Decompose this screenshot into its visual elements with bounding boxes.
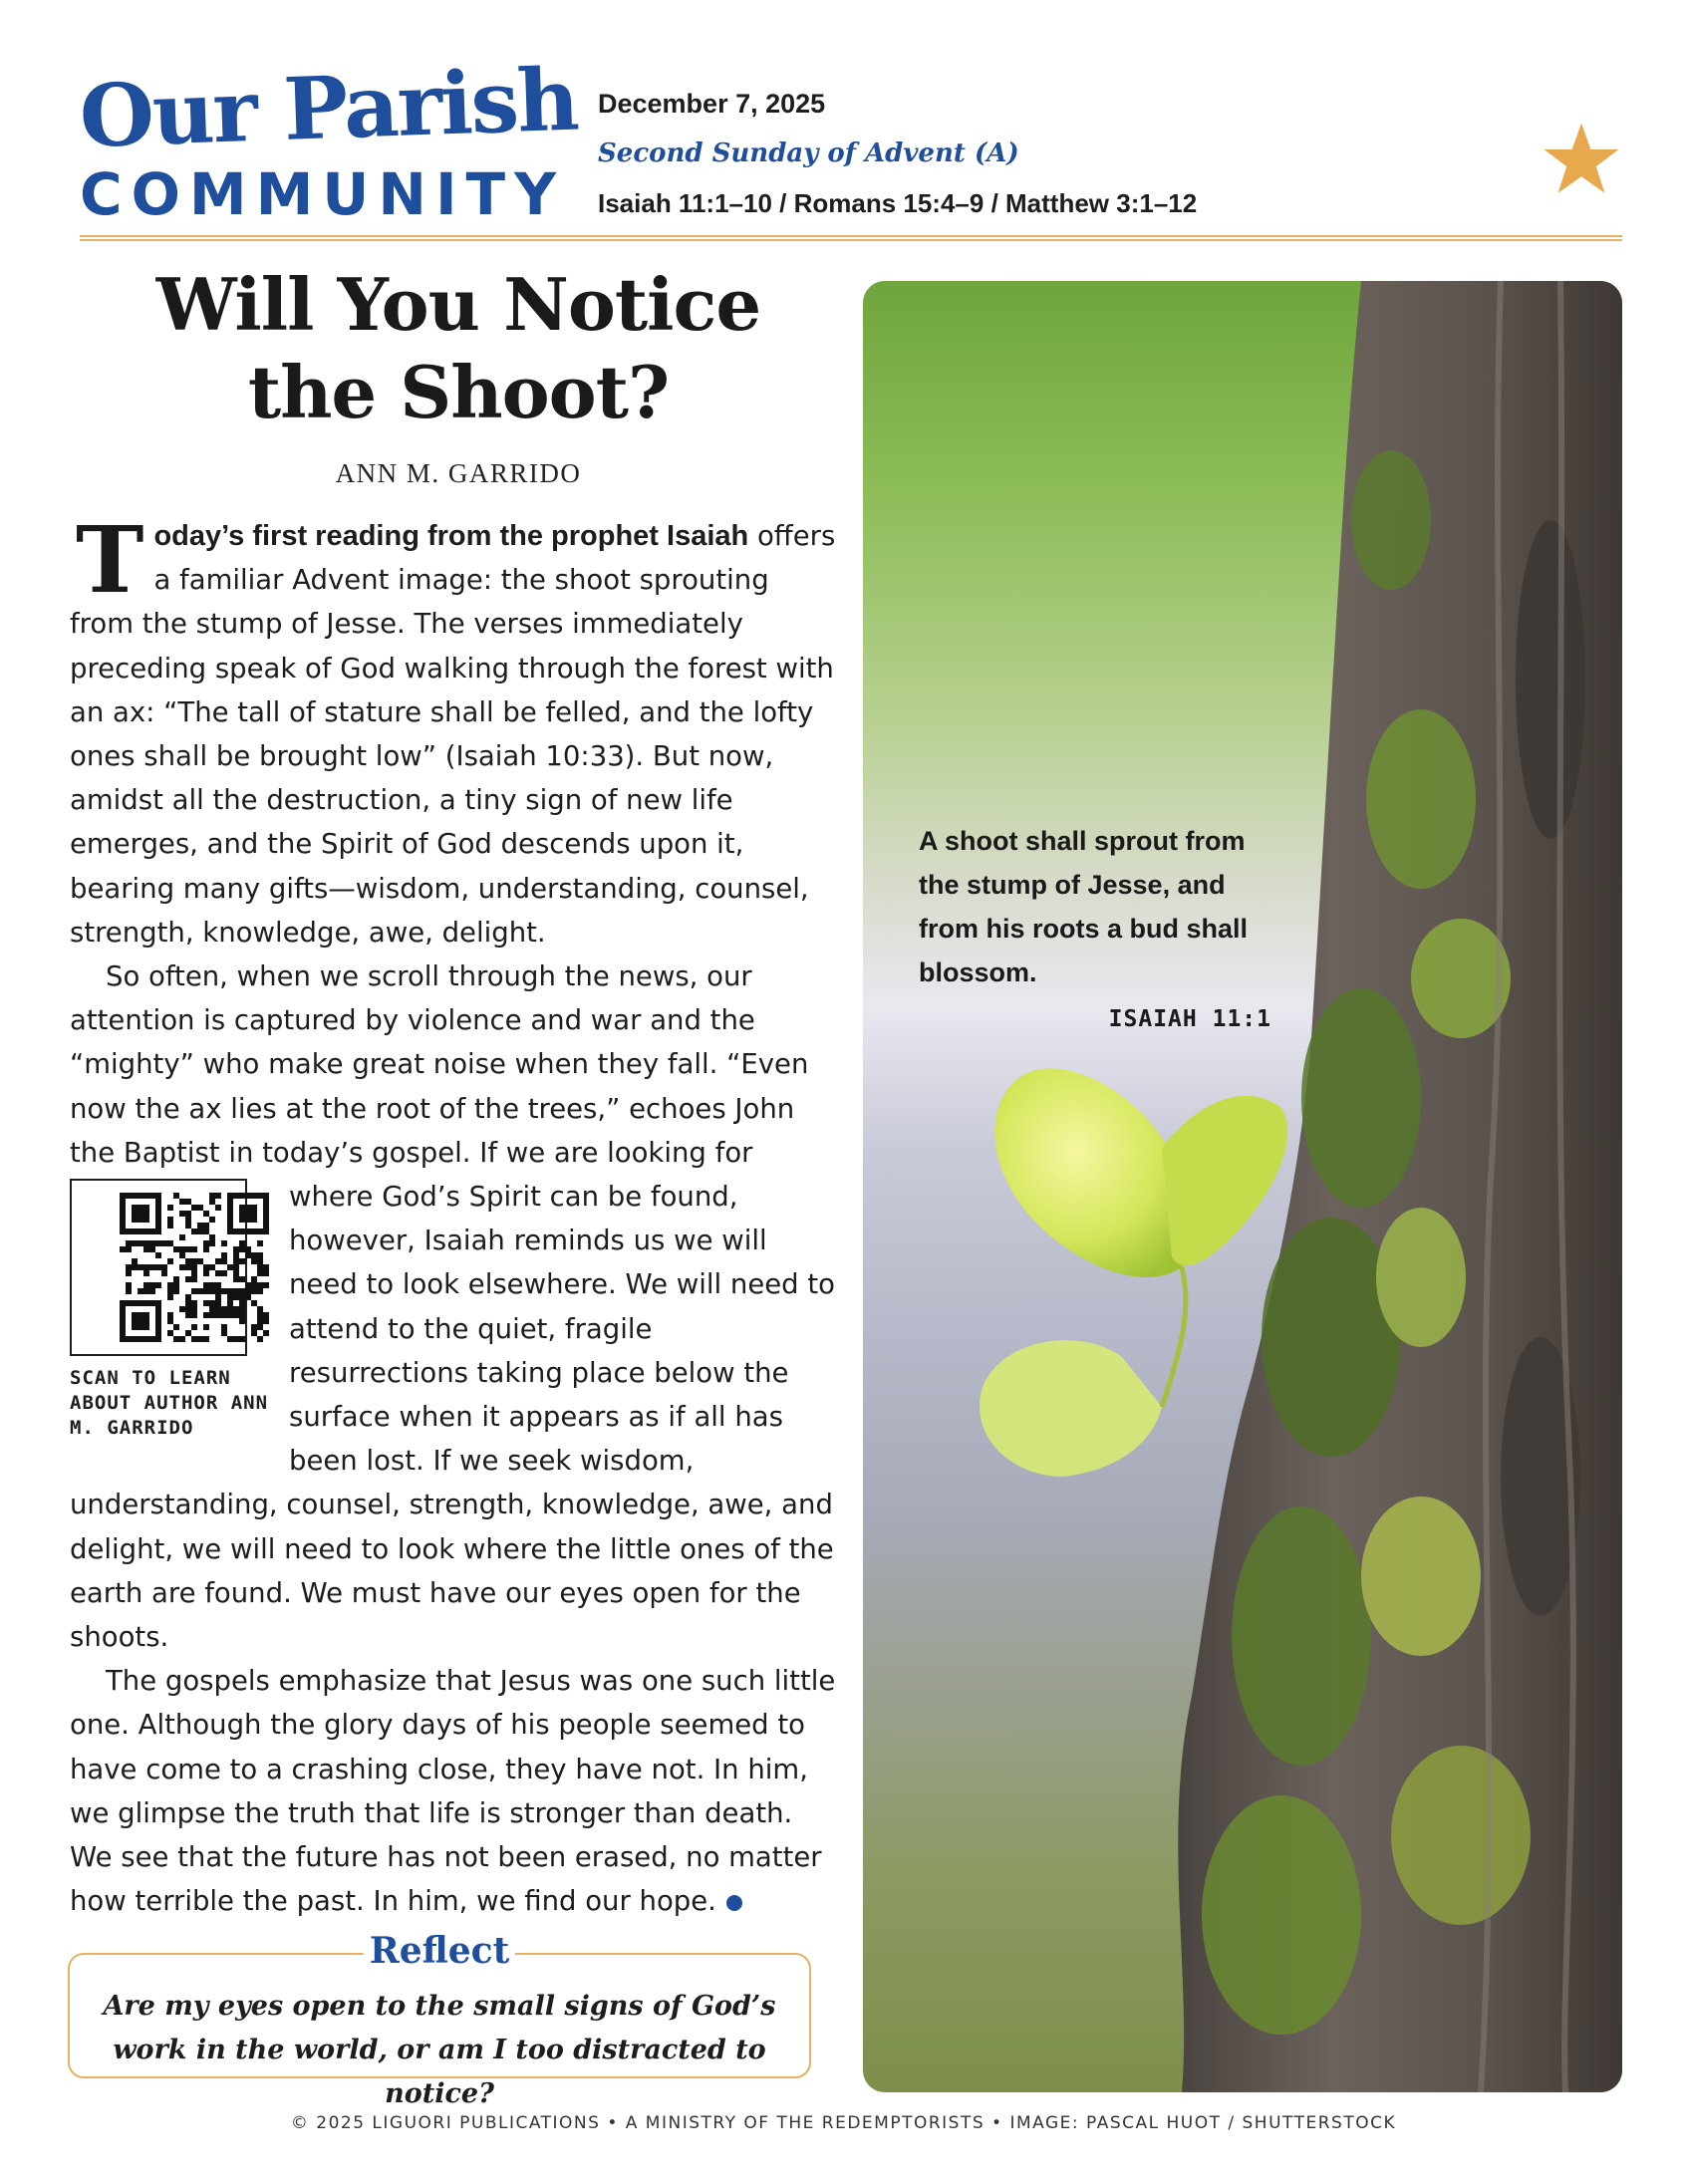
readings-list: Isaiah 11:1–10 / Romans 15:4–9 / Matthew 3:1–12 <box>598 188 1198 218</box>
copyright-footer: © 2025 LIGUORI PUBLICATIONS • A MINISTRY OF THE REDEMPTORISTS • IMAGE: PASCAL HUOT / SHUTTERSTOCK <box>290 2113 1397 2133</box>
masthead-logo <box>78 49 580 228</box>
qr-caption: SCAN TO LEARN ABOUT AUTHOR ANN M. GARRIDO <box>70 1367 269 1440</box>
qr-code[interactable] <box>70 1179 247 1356</box>
paragraph-1 <box>70 506 839 955</box>
paragraph-3-text: The gospels emphasize that Jesus was one such little one. Although the glory days of his people seemed to have come to a crashing close, they have not. In him, we glimpse the truth that life is stronger than death. We see that the future has not been erased, no matter how terrible the past. In him, we find our hope. <box>70 1665 836 1918</box>
article-title-line1: Will You Notice <box>155 262 761 347</box>
star-icon <box>1543 122 1620 195</box>
lead-in: oday’s first reading from the prophet Isaiah <box>153 520 749 552</box>
tree-bark-photo <box>863 281 1622 2092</box>
scripture-reference: ISAIAH 11:1 <box>1108 1006 1271 1032</box>
reflect-heading: Reflect <box>364 1929 515 1973</box>
paragraph-2-text-a: So often, when we scroll through the news, our attention is captured by violence and war and the “mighty” who make great noise when they fall. “Even now the ax lies at the root of the trees,” echoes John the Baptist in today’s gospel. If we are looking <box>70 960 809 1169</box>
paragraph-2-text-b: for where God’s Spirit can be found, however, Isaiah reminds us we will need to look elsewhere. We will need to attend to the quiet, fragile resurrections taking place below the surface when it appears as if all has been lost. If we seek wisdom, understanding, counsel, strength, knowledge, awe, and delight, we will need to look where the little ones of the earth are found. We must have our eyes open for the shoots. <box>70 1136 835 1654</box>
article-body <box>70 506 839 1924</box>
masthead-title: Our Parish <box>78 49 580 167</box>
end-mark-icon <box>726 1895 742 1911</box>
masthead-subtitle: COMMUNITY <box>80 160 566 228</box>
paragraph-1-text: offers a familiar Advent image: the shoot sprouting from the stump of Jesse. The verses immediately preceding speak of God walking through the forest with an ax: “The tall of stature shall be felled, and the lofty ones shall be brought low” (Isaiah 10:33). But now, amidst all the destruction, a tiny sign of new life emerges, and the Spirit of God descends upon it, bearing many gifts—wisdom, understanding, counsel, strength, knowledge, awe, delight. <box>70 520 836 949</box>
scripture-quote: A shoot shall sprout from the stump of Jesse, and from his roots a bud shall blossom. <box>919 826 1249 987</box>
qr-code-icon <box>120 1193 269 1342</box>
paragraph-3 <box>70 1659 839 1923</box>
issue-info <box>598 86 1395 221</box>
reflect-box <box>68 1930 811 2109</box>
qr-block <box>70 1179 269 1440</box>
article-title <box>90 261 827 436</box>
article-title-line2: the Shoot? <box>247 350 670 434</box>
liturgical-day: Second Sunday of Advent (A) <box>598 138 1019 168</box>
article-author: ANN M. GARRIDO <box>335 458 582 488</box>
reflect-question: Are my eyes open to the small signs of God’s work in the world, or am I too distracted to notice? <box>103 1991 776 2109</box>
header-divider <box>80 235 1622 241</box>
drop-cap: T <box>76 506 144 614</box>
photo-panel <box>863 281 1622 2092</box>
paragraph-2 <box>70 955 839 1659</box>
issue-date: December 7, 2025 <box>598 89 826 119</box>
